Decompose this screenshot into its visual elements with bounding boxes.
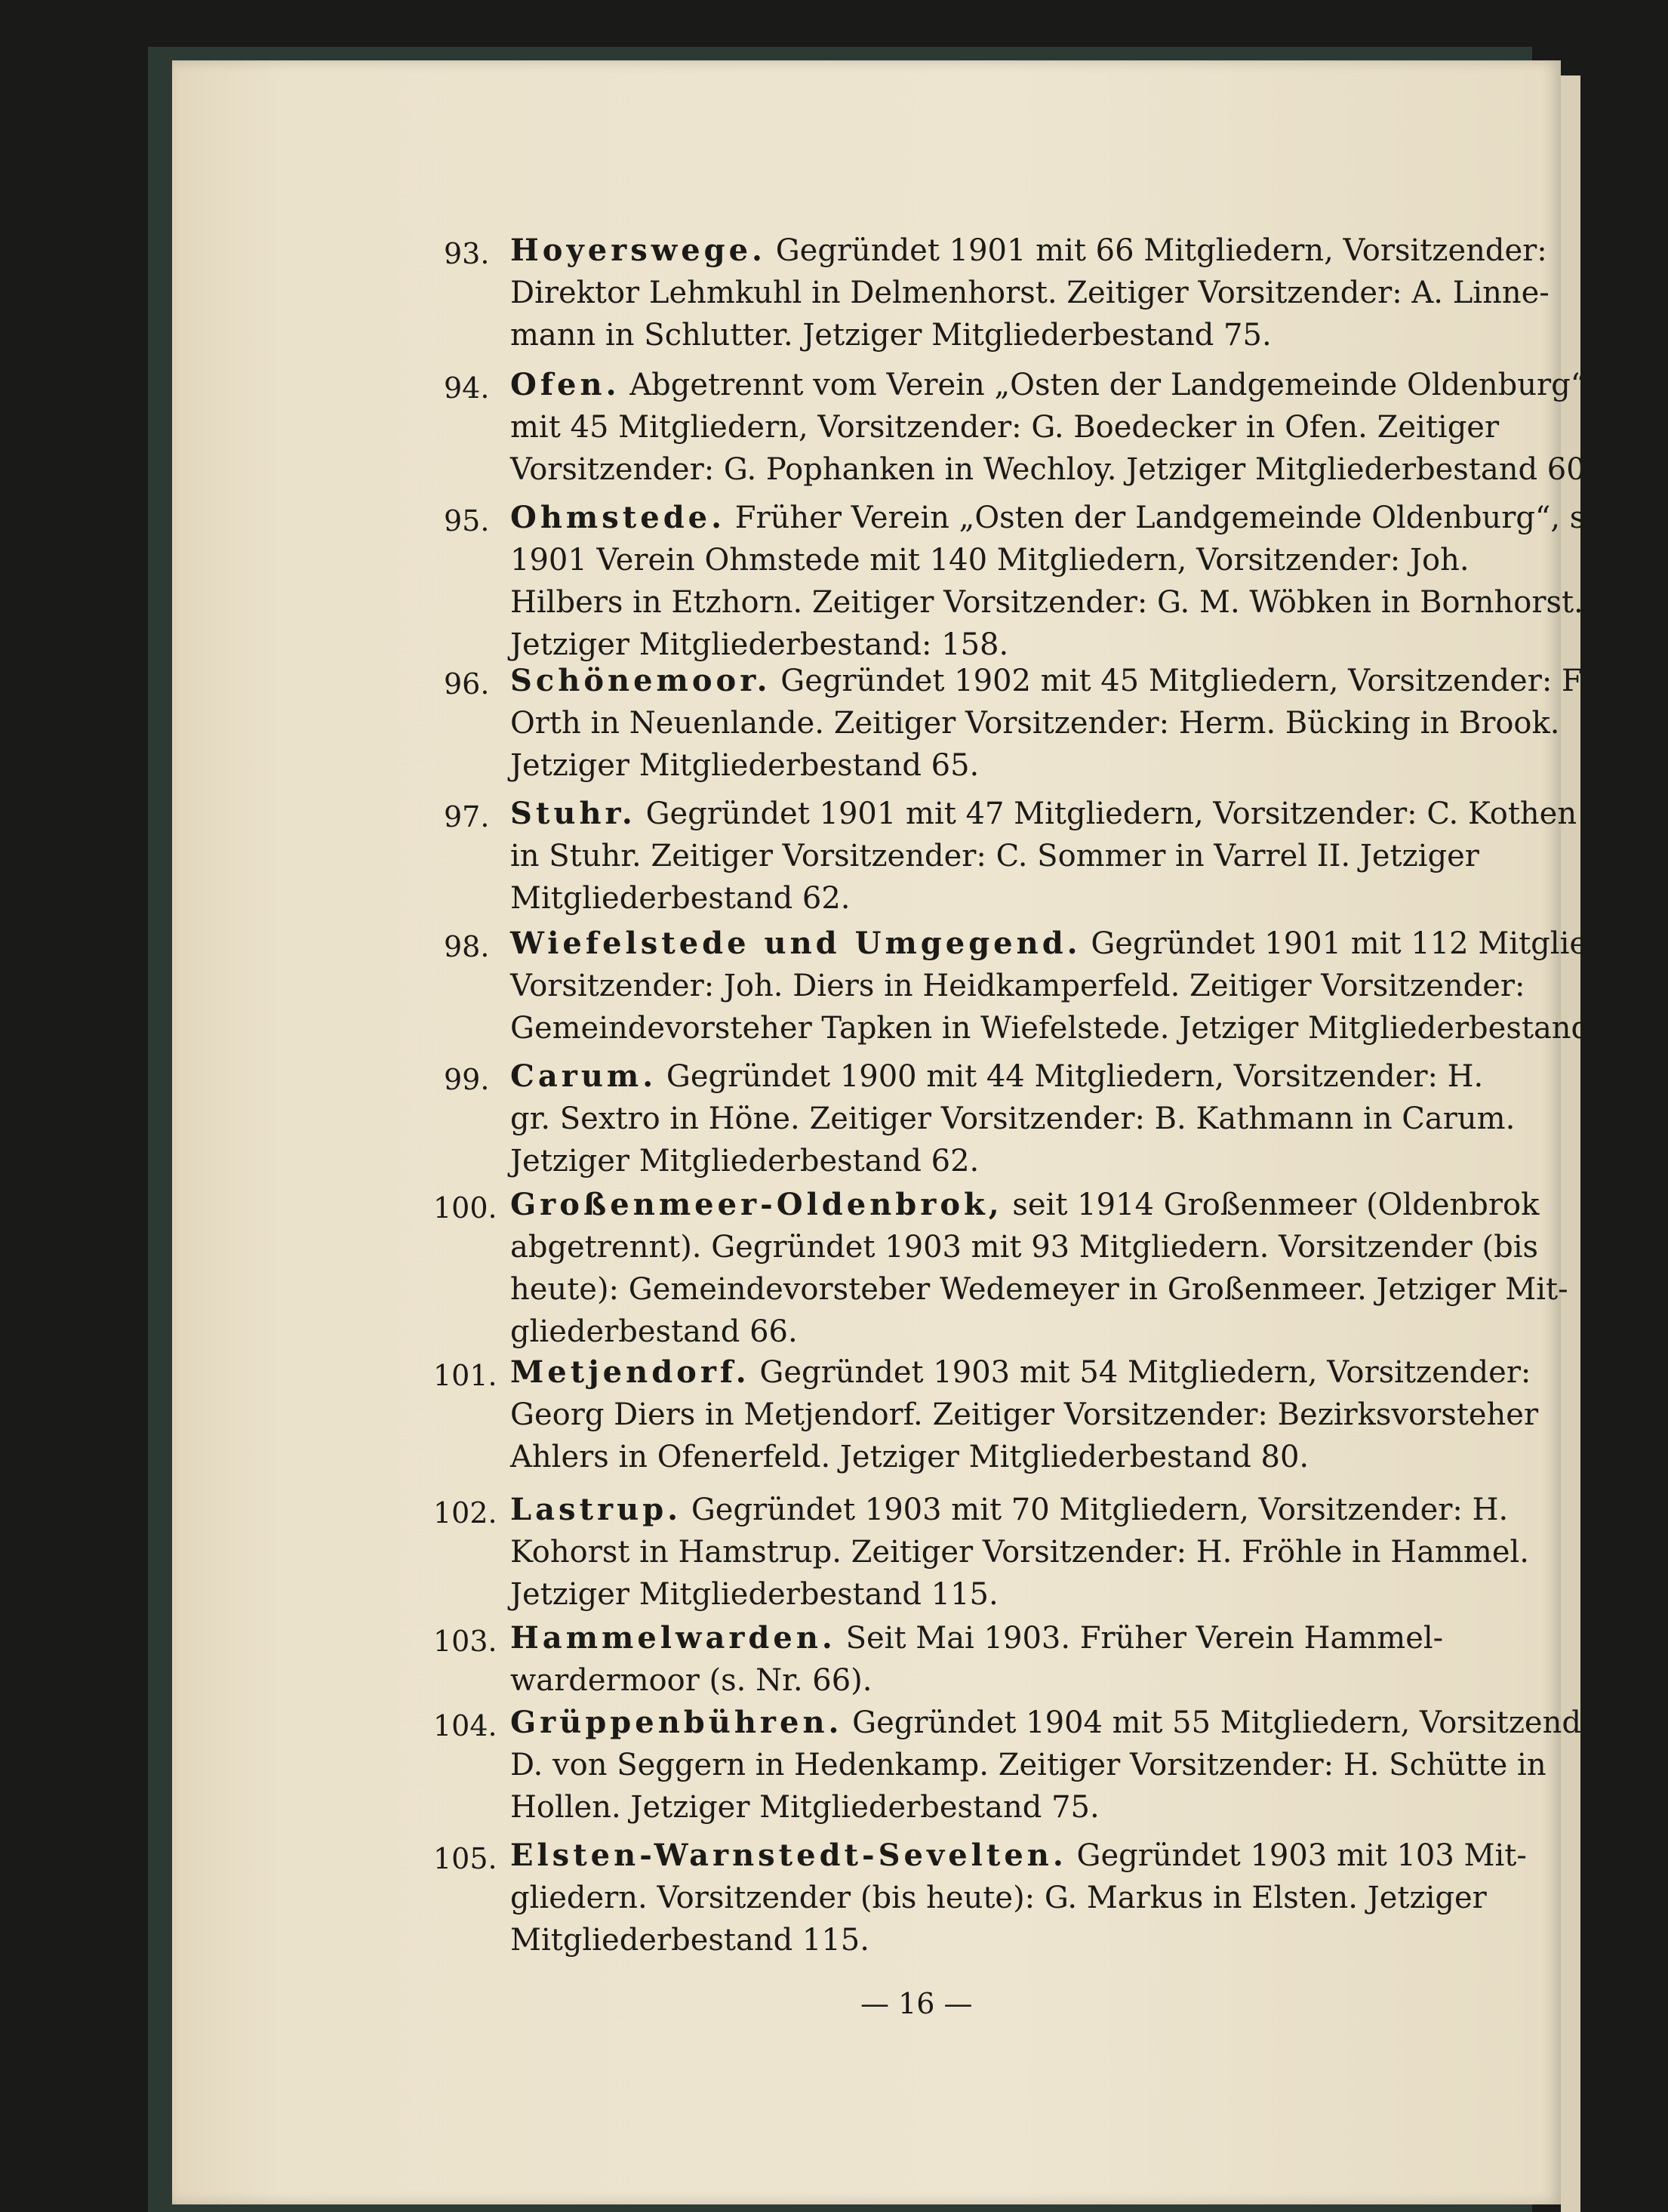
association-name: Elsten-Warnstedt-Sevelten. — [510, 1838, 1067, 1873]
entry-line — [510, 1705, 1623, 1741]
entry-text: seit 1914 Großenmeer (Oldenbrok — [1012, 1188, 1540, 1222]
entry-line: Georg Diers in Metjendorf. Zeitiger Vorsitzender: Bezirksvorsteher — [510, 1397, 1539, 1432]
entry-line — [510, 1492, 1508, 1528]
entry-line: Mitgliederbestand 115. — [510, 1923, 869, 1958]
entry-line: abgetrennt). Gegründet 1903 mit 93 Mitgliedern. Vorsitzender (bis — [510, 1230, 1539, 1265]
entry-text: Gegründet 1900 mit 44 Mitgliedern, Vorsitzender: H. — [666, 1059, 1484, 1094]
entry-number: 100. — [433, 1191, 497, 1225]
entry-line — [510, 233, 1547, 269]
entry-line: Direktor Lehmkuhl in Delmenhorst. Zeitiger Vorsitzender: A. Linne- — [510, 276, 1550, 310]
entry-line — [510, 1838, 1527, 1874]
entry-line: Mitgliederbestand 62. — [510, 881, 851, 916]
entry-number: 95. — [444, 504, 490, 538]
entry-text: Früher Verein „Osten der Landgemeinde Oldenburg“, seit — [734, 501, 1625, 535]
association-name: Grüppenbühren. — [510, 1705, 843, 1740]
entry-line: heute): Gemeindevorsteber Wedemeyer in Großenmeer. Jetziger Mit- — [510, 1272, 1568, 1307]
entry-line: mann in Schlutter. Jetziger Mitgliederbestand 75. — [510, 318, 1272, 353]
entry-text: Gegründet 1901 mit 112 Mitgliedern, — [1091, 926, 1668, 961]
entry-line: Hilbers in Etzhorn. Zeitiger Vorsitzender: G. M. Wöbken in Bornhorst. — [510, 585, 1583, 620]
association-name: Hammelwarden. — [510, 1620, 836, 1656]
association-name: Stuhr. — [510, 796, 636, 831]
entry-line: gliedern. Vorsitzender (bis heute): G. Markus in Elsten. Jetziger — [510, 1881, 1487, 1915]
entry-line: Jetziger Mitgliederbestand 65. — [510, 748, 980, 783]
association-name: Hoyerswege. — [510, 233, 766, 268]
entry-number: 99. — [444, 1063, 490, 1096]
entry-line — [510, 367, 1586, 403]
association-name: Metjendorf. — [510, 1354, 750, 1390]
entry-text: Abgetrennt vom Verein „Osten der Landgemeinde Oldenburg“ — [629, 368, 1586, 402]
entry-line — [510, 926, 1668, 962]
entry-number: 104. — [433, 1709, 497, 1742]
entry-number: 105. — [433, 1842, 497, 1875]
entry-line: Vorsitzender: Joh. Diers in Heidkamperfeld. Zeitiger Vorsitzender: — [510, 969, 1525, 1003]
entry-line: in Stuhr. Zeitiger Vorsitzender: C. Sommer in Varrel II. Jetziger — [510, 839, 1479, 873]
entry-text: Seit Mai 1903. Früher Verein Hammel- — [845, 1621, 1444, 1656]
entry-line: Jetziger Mitgliederbestand: 158. — [510, 627, 1009, 662]
entry-line: Ahlers in Ofenerfeld. Jetziger Mitgliederbestand 80. — [510, 1440, 1309, 1474]
entry-line: Hollen. Jetziger Mitgliederbestand 75. — [510, 1790, 1100, 1825]
entry-number: 93. — [444, 237, 490, 270]
association-name: Großenmeer-Oldenbrok, — [510, 1187, 1003, 1222]
entry-line — [510, 500, 1625, 536]
entry-line: Kohorst in Hamstrup. Zeitiger Vorsitzender: H. Fröhle in Hammel. — [510, 1535, 1530, 1570]
entry-line: gliederbestand 66. — [510, 1314, 798, 1349]
association-name: Ofen. — [510, 367, 620, 402]
entry-number: 103. — [433, 1625, 497, 1658]
entry-line: D. von Seggern in Hedenkamp. Zeitiger Vorsitzender: H. Schütte in — [510, 1748, 1546, 1782]
entry-text: Gegründet 1903 mit 54 Mitgliedern, Vorsitzender: — [759, 1355, 1531, 1390]
entry-text: Gegründet 1901 mit 47 Mitgliedern, Vorsitzender: C. Kothen — [645, 796, 1577, 831]
entry-line — [510, 796, 1577, 832]
entry-line — [510, 1187, 1539, 1223]
entry-line — [510, 1620, 1443, 1656]
entry-line — [510, 663, 1587, 699]
entry-line: Jetziger Mitgliederbestand 115. — [510, 1577, 999, 1612]
entry-number: 101. — [433, 1359, 497, 1392]
entry-number: 102. — [433, 1496, 497, 1530]
association-name: Ohmstede. — [510, 500, 726, 535]
association-name: Wiefelstede und Umgegend. — [510, 926, 1082, 961]
entry-number: 94. — [444, 371, 490, 405]
entry-line: 1901 Verein Ohmstede mit 140 Mitgliedern, Vorsitzender: Joh. — [510, 543, 1470, 578]
entry-line — [510, 1058, 1483, 1095]
association-name: Schönemoor. — [510, 663, 771, 698]
entry-number: 97. — [444, 800, 490, 833]
association-name: Carum. — [510, 1058, 657, 1094]
entry-line: gr. Sextro in Höne. Zeitiger Vorsitzender: B. Kathmann in Carum. — [510, 1101, 1516, 1136]
entry-line: wardermoor (s. Nr. 66). — [510, 1663, 872, 1698]
entry-line: Gemeindevorsteher Tapken in Wiefelstede. Jetziger Mitgliederbestand 128. — [510, 1011, 1667, 1046]
entry-number: 96. — [444, 667, 490, 701]
page-edges — [162, 63, 229, 2201]
entry-line — [510, 1354, 1531, 1391]
entry-text: Gegründet 1904 mit 55 Mitgliedern, Vorsitzender: — [852, 1705, 1624, 1740]
page-number: — 16 — — [860, 1987, 973, 2020]
entry-text: Gegründet 1903 mit 103 Mit- — [1076, 1838, 1527, 1873]
entry-line: Jetziger Mitgliederbestand 62. — [510, 1144, 980, 1178]
entry-number: 98. — [444, 930, 490, 963]
entry-text: Gegründet 1901 mit 66 Mitgliedern, Vorsitzender: — [775, 233, 1547, 268]
entry-text: Gegründet 1902 mit 45 Mitgliedern, Vorsitzender: F. — [780, 664, 1588, 698]
entry-text: Gegründet 1903 mit 70 Mitgliedern, Vorsitzender: H. — [691, 1493, 1509, 1527]
entry-line: mit 45 Mitgliedern, Vorsitzender: G. Boedecker in Ofen. Zeitiger — [510, 410, 1500, 445]
association-name: Lastrup. — [510, 1492, 682, 1527]
entry-line: Orth in Neuenlande. Zeitiger Vorsitzender: Herm. Bücking in Brook. — [510, 706, 1560, 741]
entry-line: Vorsitzender: G. Pophanken in Wechloy. Jetziger Mitgliederbestand 60. — [510, 452, 1596, 487]
